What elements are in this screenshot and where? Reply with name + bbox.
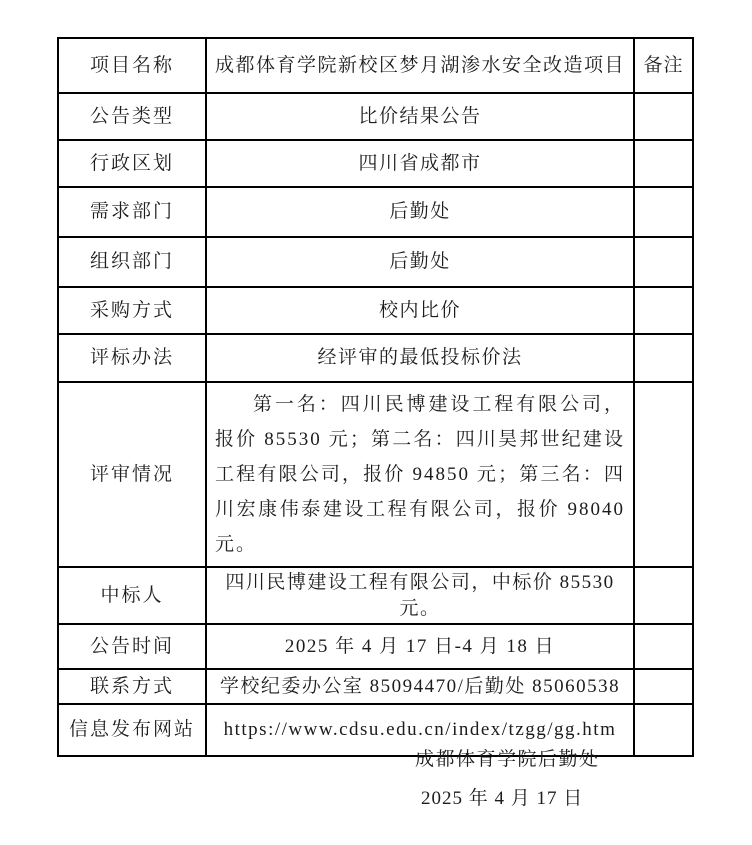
- row-label: 评审情况: [58, 382, 206, 567]
- table-row: [58, 382, 693, 567]
- table-row: [58, 334, 693, 382]
- table-row: [58, 237, 693, 287]
- table-row: [58, 93, 693, 140]
- row-value: 四川省成都市: [206, 140, 634, 187]
- row-value: 成都体育学院新校区梦月湖渗水安全改造项目: [206, 38, 634, 93]
- row-label: 公告时间: [58, 624, 206, 669]
- table-row: [58, 187, 693, 237]
- row-value: 第一名：四川民博建设工程有限公司，报价 85530 元；第二名：四川昊邦世纪建设工程有限公司，报价 94850 元；第三名：四川宏康伟泰建设工程有限公司，报价 98040 元。: [206, 382, 634, 567]
- row-value: 比价结果公告: [206, 93, 634, 140]
- row-value: 2025 年 4 月 17 日-4 月 18 日: [206, 624, 634, 669]
- row-value: 学校纪委办公室 85094470/后勤处 85060538: [206, 669, 634, 704]
- remark-cell: [634, 140, 693, 187]
- row-label: 需求部门: [58, 187, 206, 237]
- table-row: [58, 567, 693, 624]
- row-label: 项目名称: [58, 38, 206, 93]
- row-value: 后勤处: [206, 187, 634, 237]
- row-label: 中标人: [58, 567, 206, 624]
- remark-cell: [634, 704, 693, 756]
- remark-cell: [634, 669, 693, 704]
- remark-cell: [634, 624, 693, 669]
- row-label: 组织部门: [58, 237, 206, 287]
- row-label: 采购方式: [58, 287, 206, 334]
- row-value: 后勤处: [206, 237, 634, 287]
- row-label: 联系方式: [58, 669, 206, 704]
- remark-cell: [634, 334, 693, 382]
- remark-cell: [634, 187, 693, 237]
- row-label: 评标办法: [58, 334, 206, 382]
- table-row: [58, 624, 693, 669]
- row-label: 信息发布网站: [58, 704, 206, 756]
- remark-cell: [634, 382, 693, 567]
- row-value: 校内比价: [206, 287, 634, 334]
- remark-cell: [634, 237, 693, 287]
- signature-org: 成都体育学院后勤处: [415, 749, 600, 770]
- row-label: 公告类型: [58, 93, 206, 140]
- table-row: [58, 38, 693, 93]
- remark-cell: [634, 93, 693, 140]
- table-row: [58, 140, 693, 187]
- table-row: [58, 287, 693, 334]
- row-value: 四川民博建设工程有限公司，中标价 85530 元。: [206, 567, 634, 624]
- signature-date: 2025 年 4 月 17 日: [421, 788, 584, 809]
- remark-cell: [634, 567, 693, 624]
- row-label: 行政区划: [58, 140, 206, 187]
- remark-cell: [634, 287, 693, 334]
- remark-header: 备注: [634, 38, 693, 93]
- announcement-table: [57, 37, 694, 757]
- table-row: [58, 669, 693, 704]
- row-value: https://www.cdsu.edu.cn/index/tzgg/gg.htm: [206, 704, 634, 756]
- row-value: 经评审的最低投标价法: [206, 334, 634, 382]
